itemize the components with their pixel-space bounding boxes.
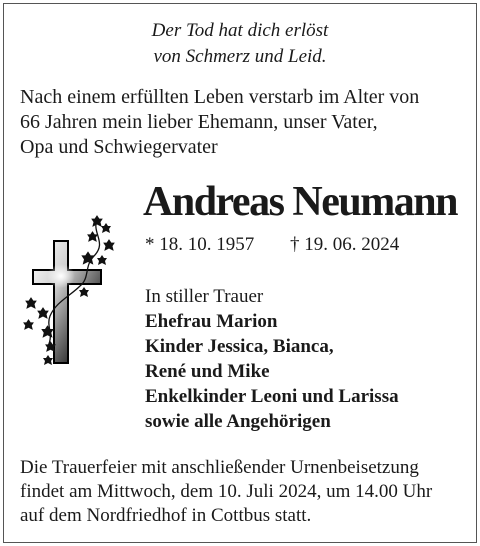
funeral-line-3: auf dem Nordfriedhof in Cottbus statt. xyxy=(20,505,312,526)
motto-line-2: von Schmerz und Leid. xyxy=(153,46,327,67)
intro-line-2: 66 Jahren mein lieber Ehemann, unser Vater, xyxy=(20,111,378,133)
mourner-line: Ehefrau Marion xyxy=(145,311,278,332)
intro-line-1: Nach einem erfüllten Leben verstarb im Alter von xyxy=(20,86,420,108)
mourner-line: Enkelkinder Leoni und Larissa xyxy=(145,386,399,407)
funeral-line-1: Die Trauerfeier mit anschließender Urnenbeisetzung xyxy=(20,457,419,478)
mourner-line: René und Mike xyxy=(145,361,270,382)
cross-with-ivy-icon xyxy=(20,212,132,384)
intro-text xyxy=(20,85,470,160)
motto xyxy=(0,18,480,70)
mourners-heading: In stiller Trauer xyxy=(145,286,264,307)
mourner-line: Kinder Jessica, Bianca, xyxy=(145,336,334,357)
birth-date: * 18. 10. 1957 xyxy=(145,234,255,255)
deceased-name: Andreas Neumann xyxy=(143,179,457,225)
intro-line-3: Opa und Schwiegervater xyxy=(20,136,218,158)
funeral-line-2: findet am Mittwoch, dem 10. Juli 2024, um 14.00 Uhr xyxy=(20,481,433,502)
mourners-list xyxy=(145,284,475,434)
funeral-info xyxy=(20,456,475,528)
death-date: † 19. 06. 2024 xyxy=(290,234,400,255)
cross-icon xyxy=(20,212,132,384)
motto-line-1: Der Tod hat dich erlöst xyxy=(151,20,329,41)
mourner-line: sowie alle Angehörigen xyxy=(145,411,331,432)
